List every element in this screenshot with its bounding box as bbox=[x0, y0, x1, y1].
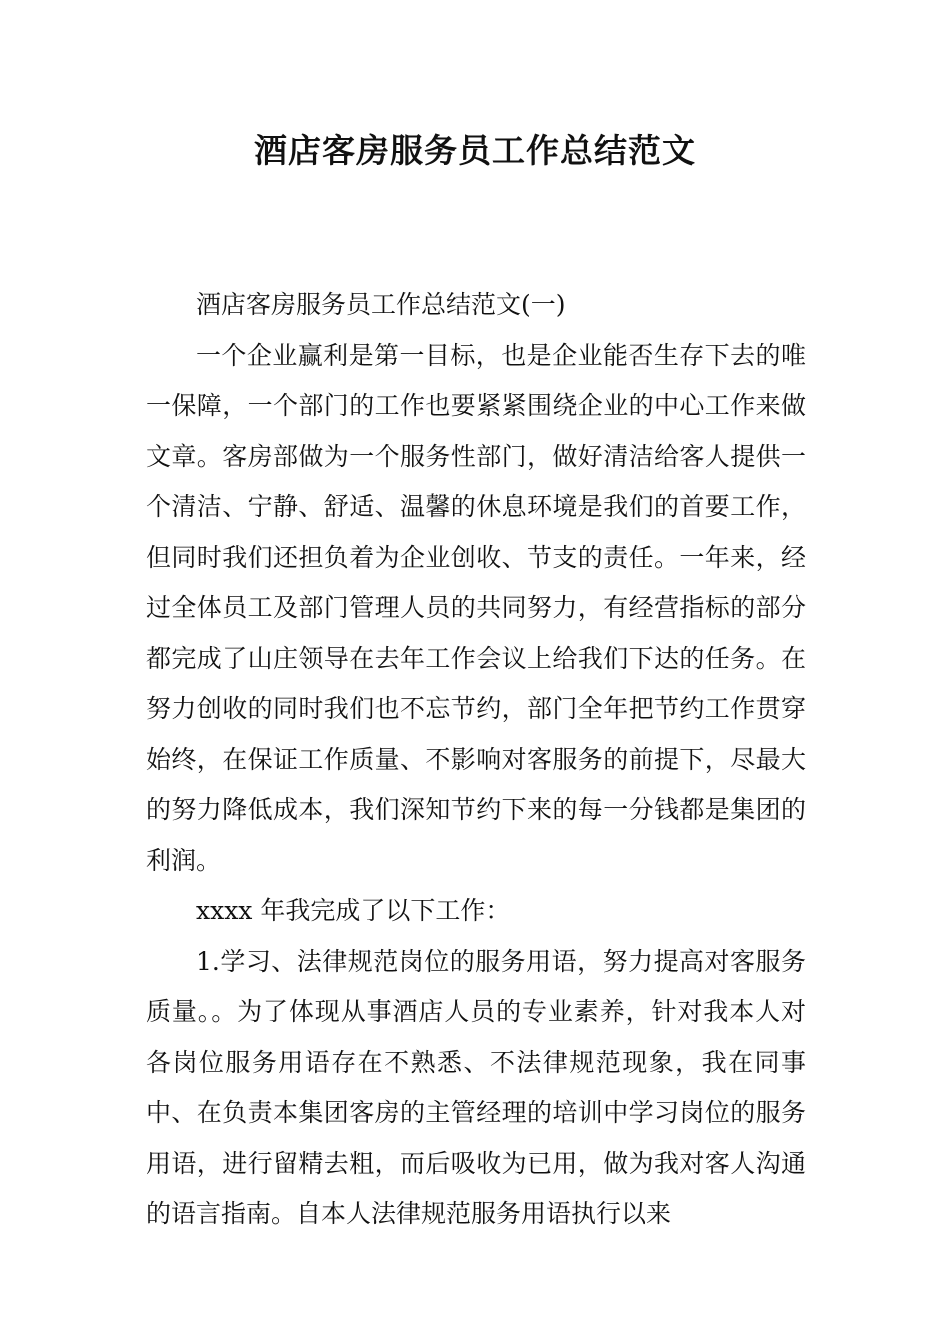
document-body bbox=[146, 280, 806, 1240]
body-paragraph: xxxx 年我完成了以下工作： bbox=[196, 896, 511, 925]
document-title: 酒店客房服务员工作总结范文 bbox=[254, 131, 696, 170]
body-paragraph: 一个企业赢利是第一目标，也是企业能否生存下去的唯一保障，一个部门的工作也要紧紧围绕企业的中心工作来做文章。客房部做为一个服务性部门，做好清洁给客人提供一个清洁、宁静、舒适、温馨的休息环境是我们的首要工作，但同时我们还担负着为企业创收、节支的责任。一年来，经过全体员工及部门管理人员的共同努力，有经营指标的部分都完成了山庄领导在去年工作会议上给我们下达的任务。在努力创收的同时我们也不忘节约，部门全年把节约工作贯穿始终，在保证工作质量、不影响对客服务的前提下，尽最大的努力降低成本，我们深知节约下来的每一分钱都是集团的利润。 bbox=[146, 340, 806, 875]
section-heading: 酒店客房服务员工作总结范文(一) bbox=[196, 290, 566, 319]
body-paragraph: 1.学习、法律规范岗位的服务用语，努力提高对客服务质量。。为了体现从事酒店人员的专业素养，针对我本人对各岗位服务用语存在不熟悉、不法律规范现象，我在同事中、在负责本集团客房的主管经理的培训中学习岗位的服务用语，进行留精去粗，而后吸收为已用，做为我对客人沟通的语言指南。自本人法律规范服务用语执行以来 bbox=[146, 946, 806, 1228]
